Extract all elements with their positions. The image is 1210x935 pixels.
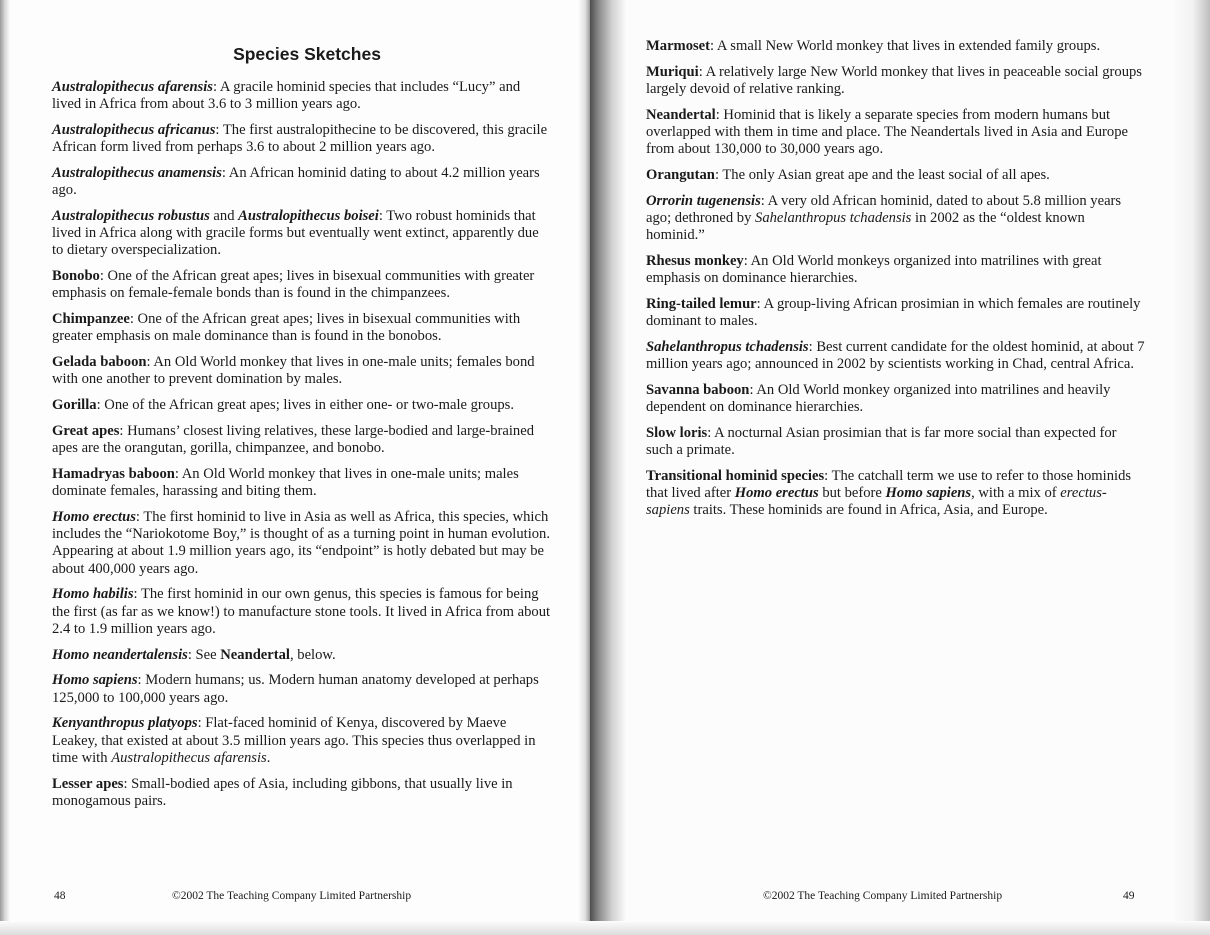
glossary-entry-hamadryas-baboon [52,466,552,500]
entry-bold-italic-species: Homo erectus [734,485,819,502]
glossary-entry-orrorin-tugenensis [646,193,1146,245]
entry-definition: : A group-living African prosimian in which females are routinely dominant to males. [646,296,1141,330]
entry-definition: : A very old African hominid, dated to about 5.8 million years ago; dethroned by [646,192,1122,226]
entry-term: Australopithecus anamensis [52,165,222,181]
entry-definition-middle: but before [818,485,886,502]
copyright-footer: ©2002 The Teaching Company Limited Partnership [763,890,1003,902]
entry-definition: : An Old World monkeys organized into matrilines with great emphasis on dominance hierarchies. [646,253,1102,287]
entry-term: Homo neandertalensis [52,646,188,663]
entry-term-secondary: Australopithecus boisei [238,208,379,224]
entry-term: Sahelanthropus tchadensis [646,339,809,355]
right-spine-shadow [590,0,626,935]
entry-definition: : A relatively large New World monkey that lives in peaceable social groups largely devoid of relative ranking. [646,63,1142,97]
page-number: 48 [54,890,66,902]
entry-definition: : One of the African great apes; lives in either one- or two-male groups. [96,397,514,414]
entry-definition-end: . [266,749,271,766]
entry-term: Great apes [52,423,120,439]
entry-term: Hamadryas baboon [52,466,175,482]
glossary-entry-chimpanzee [52,311,552,345]
entry-term: Orangutan [646,167,715,183]
entry-definition: : Small-bodied apes of Asia, including gibbons, that usually live in monogamous pairs. [52,775,513,809]
entry-definition: : A nocturnal Asian prosimian that is far more social than expected for such a primate. [646,425,1117,459]
entry-term: Australopithecus afarensis [52,79,213,95]
glossary-entry-robustus-boisei [52,208,552,260]
entry-term: Orrorin tugenensis [646,192,761,209]
entry-definition: : The catchall term we use to refer to those hominids that lived after [646,468,1132,502]
glossary-entry-lesser-apes [52,776,552,810]
entry-joiner: and [209,208,239,224]
entry-term: Australopithecus robustus [52,208,210,224]
right-page-bottom-shadow [590,921,1210,935]
glossary-entry-rhesus-monkey [646,253,1146,287]
left-page [0,0,590,935]
glossary-entry-orangutan [646,167,1146,184]
entry-term: Chimpanzee [52,311,130,328]
entry-definition: : An Old World monkey that lives in one-male units; males dominate females, harassing and biting them. [52,466,519,500]
glossary-entry-gelada-baboon [52,354,552,388]
entry-term: Slow loris [646,425,708,441]
glossary-entry-ring-tailed-lemur [646,296,1146,330]
glossary-entry-transitional-hominid-species [646,468,1146,520]
glossary-entry-marmoset [646,38,1146,55]
entry-definition: : The first hominid to live in Asia as well as Africa, this species, which includes the “Nariokotome Boy,” is thought of as a turning point in human evolution. Appearing at about 1.9 million years ago, its “endpoint” is hotly debated but may be about 400,000 years ago. [52,509,550,577]
right-page-edge-shadow [1172,0,1210,935]
entry-definition: : Humans’ closest living relatives, these large-bodied and large-brained apes are the orangutan, gorilla, chimpanzee, and bonobo. [52,423,534,457]
entry-definition: : Hominid that is likely a separate species from modern humans but overlapped with them in time and place. The Neandertals lived in Asia and Europe from about 130,000 to 30,000 years ago. [646,106,1128,158]
left-page-bottom-shadow [0,921,590,935]
glossary-entry-homo-neandertalensis [52,647,552,664]
glossary-entry-kenyanthropus-platyops [52,715,552,767]
entry-definition: : One of the African great apes; lives in bisexual communities with greater emphasis on female-female bonds than is found in the chimpanzees. [52,268,535,302]
entry-definition: : One of the African great apes; lives in bisexual communities with greater emphasis on male dominance than is found in the bonobos. [52,311,521,345]
glossary-entry-muriqui [646,64,1146,98]
glossary-entry-homo-habilis [52,586,552,638]
glossary-entry-homo-erectus [52,509,552,578]
glossary-entry-australopithecus-afarensis [52,79,552,113]
page-number: 49 [1123,890,1135,902]
entry-italic-species: Sahelanthropus tchadensis [755,210,912,226]
entry-term: Muriqui [646,63,699,80]
entry-definition: : An Old World monkey that lives in one-male units; females bond with one another to prevent domination by males. [52,354,535,388]
left-spine-shadow [578,0,590,935]
entry-term: Lesser apes [52,775,124,792]
glossary-entry-savanna-baboon [646,382,1146,416]
entry-term: Ring-tailed lemur [646,296,757,312]
entry-definition: : A small New World monkey that lives in extended family groups. [710,38,1101,54]
entry-definition: : The first australopithecine to be discovered, this gracile African form lived from perhaps 3.6 to about 2 million years ago. [52,122,548,156]
glossary-entry-bonobo [52,268,552,302]
entry-definition: : An Old World monkey organized into matrilines and heavily dependent on dominance hierarchies. [646,382,1111,416]
entry-term: Marmoset [646,38,711,54]
entry-definition-end: in 2002 as the “oldest known hominid.” [646,210,1085,244]
glossary-entry-neandertal [646,107,1146,159]
left-page-edge-shadow [0,0,10,935]
entry-term: Transitional hominid species [646,468,825,484]
glossary-entry-sahelanthropus-tchadensis [646,339,1146,373]
page-title: Species Sketches [233,44,381,64]
entry-definition: : Modern humans; us. Modern human anatomy developed at perhaps 125,000 to 100,000 years ago. [52,672,539,706]
entry-term: Homo sapiens [52,672,138,689]
entry-definition-end: , below. [289,646,336,663]
entry-bold-italic-species: Homo sapiens [885,485,972,502]
entry-term: Neandertal [646,106,716,123]
entry-definition-middle: , with a mix of [971,485,1061,502]
entry-definition: : The only Asian great ape and the least social of all apes. [714,167,1050,183]
glossary-entry-great-apes [52,423,552,457]
glossary-entry-homo-sapiens [52,672,552,706]
left-page-content [52,44,552,819]
entry-term: Homo habilis [52,586,134,603]
entry-definition: : Flat-faced hominid of Kenya, discovered by Maeve Leakey, that existed at about 3.5 million years ago. This species thus overlapped in time with [52,715,536,766]
glossary-entry-slow-loris [646,425,1146,459]
glossary-entry-gorilla [52,397,552,414]
entry-definition: : Two robust hominids that lived in Africa along with gracile forms but eventually went extinct, apparently due to dietary overspecialization. [52,208,539,259]
entry-definition: : Best current candidate for the oldest hominid, at about 7 million years ago; announced in 2002 by scientists working in Chad, central Africa. [646,339,1145,373]
entry-term: Homo erectus [52,509,136,525]
entry-term: Savanna baboon [646,382,750,398]
right-page-content [646,38,1146,528]
copyright-footer: ©2002 The Teaching Company Limited Partnership [172,890,412,902]
glossary-entry-australopithecus-africanus [52,122,552,156]
entry-definition: : An African hominid dating to about 4.2 million years ago. [52,165,540,199]
entry-definition-end: traits. These hominids are found in Africa, Asia, and Europe. [689,502,1048,519]
entry-cross-reference: Neandertal [220,646,290,663]
entry-term: Rhesus monkey [646,253,744,269]
right-page [590,0,1210,935]
entry-definition: : See [187,646,221,663]
entry-term: Bonobo [52,268,100,285]
entry-term: Gelada baboon [52,354,147,371]
entry-definition: : A gracile hominid species that includes “Lucy” and lived in Africa from about 3.6 to 3 million years ago. [52,79,521,113]
entry-italic-species: Australopithecus afarensis [111,749,267,766]
entry-term: Kenyanthropus platyops [52,715,198,732]
entry-definition: : The first hominid in our own genus, this species is famous for being the first (as far as we know!) to manufacture stone tools. It lived in Africa from about 2.4 to 1.9 million years ago. [52,586,551,637]
entry-term: Gorilla [52,397,97,414]
glossary-entry-australopithecus-anamensis [52,165,552,199]
entry-term: Australopithecus africanus [52,122,216,138]
entry-italic-species: erectus-sapiens [646,485,1107,519]
